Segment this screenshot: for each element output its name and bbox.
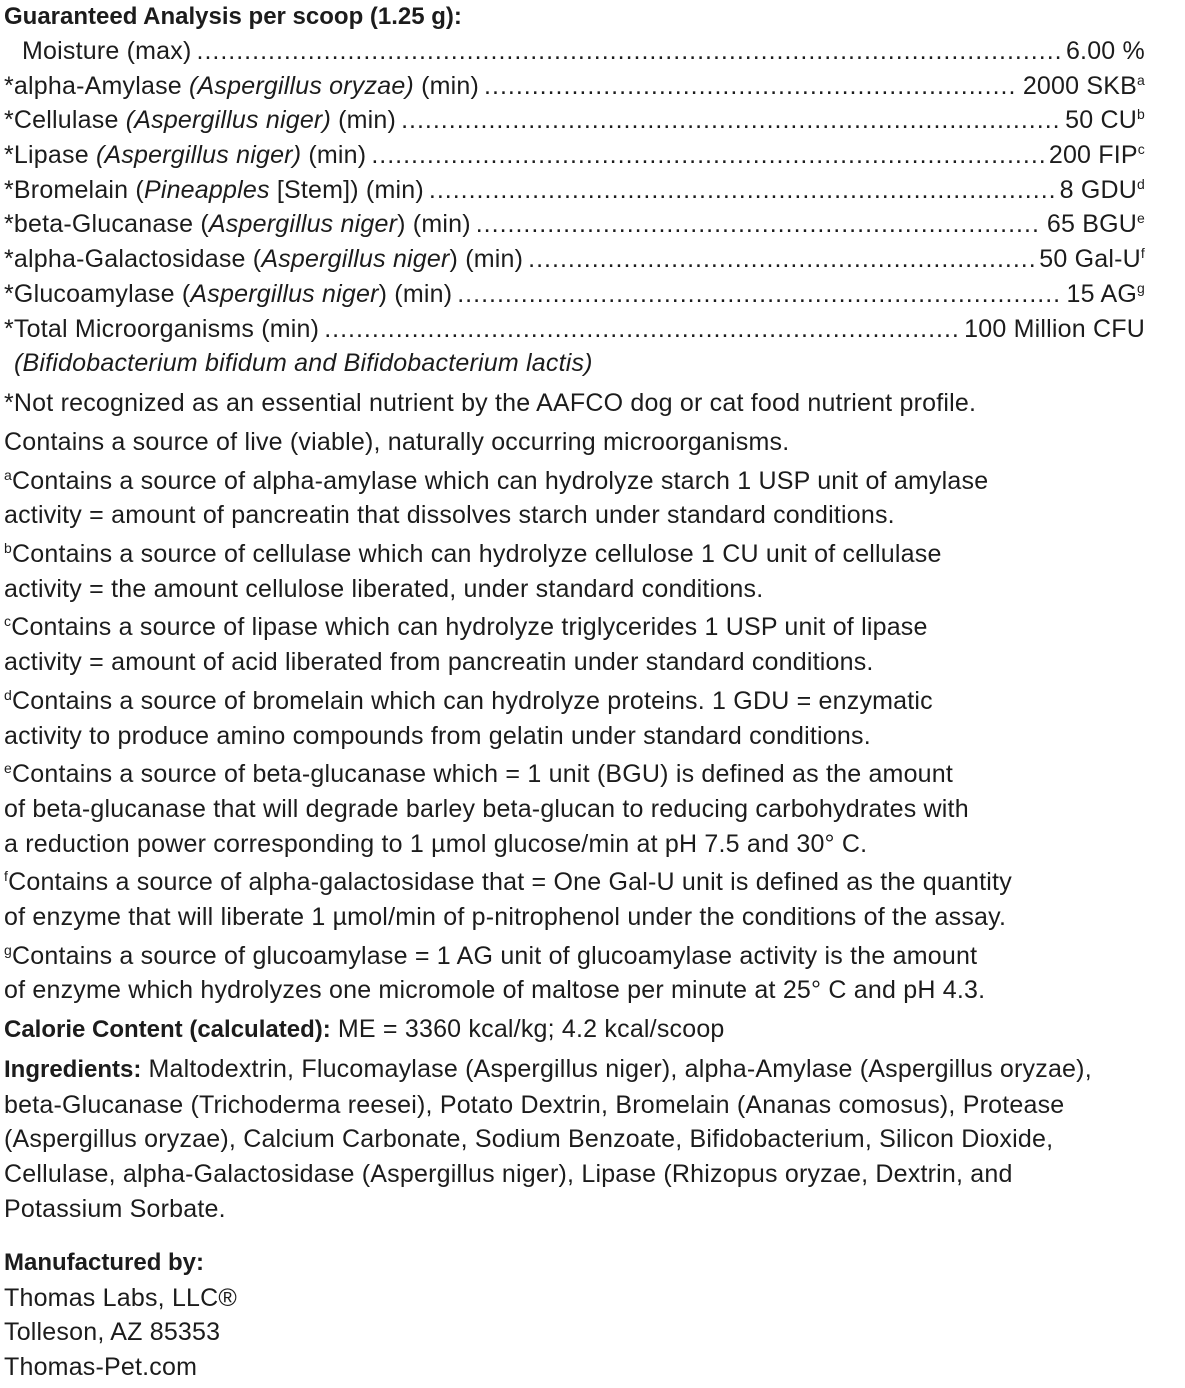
footnote-marker: b [4,540,12,556]
footnote-line [4,827,1185,862]
microorganism-species: (Bifidobacterium bifidum and Bifidobacterium lactis) [14,349,593,378]
analysis-row [4,69,1185,104]
dot-leader [401,103,1060,138]
analysis-value-text: 100 Million CFU [964,314,1145,343]
analysis-label-part: *Glucoamylase ( [4,279,191,308]
analysis-table [4,34,1185,346]
footnote [4,865,1185,934]
footnote-marker: a [1137,71,1145,88]
manufacturer-website: Thomas-Pet.com [4,1352,198,1381]
analysis-row [4,277,1185,312]
footnote-text: of beta-glucanase that will degrade barley beta-glucan to reducing carbohydrates with [4,794,969,823]
calorie-label: Calorie Content (calculated): [4,1016,331,1044]
analysis-row-value [1066,34,1145,69]
footnote-text: Contains a source of lipase which can hydrolyze triglycerides 1 USP unit of lipase [11,613,928,642]
ingredients-line: Potassium Sorbate. [4,1194,226,1223]
footnote-marker: c [1137,141,1145,158]
analysis-label-part: (min) [330,106,397,135]
footnote-marker: e [4,760,12,777]
analysis-label-part: *Cellulase [4,106,126,135]
analysis-row-value [1047,207,1145,242]
footnote-line [4,645,1185,680]
analysis-value-text: 6.00 % [1065,37,1145,65]
footnote-line [4,610,1185,645]
analysis-label-part: (Aspergillus oryzae) [189,71,414,100]
footnote [4,684,1185,753]
footnote-text: activity = amount of acid liberated from pancreatin under standard conditions. [4,648,874,677]
dot-leader [429,173,1055,208]
footnote-text: Contains a source of beta-glucanase which = 1 unit (BGU) is defined as the amount [12,760,954,789]
dot-leader [371,138,1044,173]
analysis-label-part: Pineapples [143,175,270,204]
analysis-label-part: *Lipase [4,141,96,170]
manufacturer-heading: Manufactured by: [4,1249,205,1277]
footnote-line [4,900,1185,935]
footnote-line [4,572,1185,607]
footnotes [4,464,1185,1009]
analysis-label-part: ) (min) [449,245,524,274]
footnote-marker: d [1137,175,1145,192]
dot-leader [457,277,1061,312]
analysis-label-part: (Aspergillus niger) [95,141,302,170]
calorie-text: ME = 3360 kcal/kg; 4.2 kcal/scoop [330,1015,725,1044]
footnote-text: activity to produce amino compounds from gelatin under standard conditions. [4,721,871,750]
analysis-row [4,173,1185,208]
dot-leader [324,312,959,347]
analysis-label-part: *alpha-Galactosidase ( [4,245,262,274]
analysis-label-part: *Total Microorganisms (min) [4,314,320,343]
analysis-row-value [1065,103,1145,138]
dot-leader [484,69,1018,104]
footnote-line [4,865,1185,900]
manufacturer-block [4,1246,1185,1384]
footnote-text: of enzyme which hydrolyzes one micromole of maltose per minute at 25° C and pH 4.3. [4,976,986,1005]
analysis-row-label [4,242,523,277]
analysis-row [4,207,1185,242]
footnote-text: activity = the amount cellulose liberated, under standard conditions. [4,574,764,603]
analysis-value-text: 65 BGU [1046,210,1137,239]
ingredients-first: Maltodextrin, Flucomaylase (Aspergillus niger), alpha-Amylase (Aspergillus oryzae), [141,1054,1092,1083]
analysis-value-text: 8 GDU [1059,175,1137,204]
analysis-label-part: [Stem]) (min) [269,175,424,204]
footnote-text: Contains a source of alpha-galactosidase that = One Gal-U unit is defined as the quantity [8,868,1012,897]
analysis-label-part: *Bromelain ( [4,175,144,204]
analysis-row [4,34,1185,69]
analysis-row [4,103,1185,138]
dot-leader [528,242,1034,277]
footnote-text: a reduction power corresponding to 1 µmol glucose/min at pH 7.5 and 30° C. [4,829,868,858]
analysis-row-value [1049,138,1145,173]
dot-leader [197,34,1061,69]
footnote-marker: c [4,613,12,630]
analysis-value-text: 50 Gal-U [1039,245,1141,274]
footnote-line [4,939,1185,974]
analysis-row [4,138,1185,173]
analysis-row [4,312,1185,347]
analysis-row-value [1023,69,1145,104]
footnote-text: Contains a source of cellulase which can hydrolyze cellulose 1 CU unit of cellulase [12,540,942,568]
analysis-value-text: 50 CU [1065,106,1137,135]
analysis-row-label [4,103,396,138]
analysis-row-label [4,277,452,312]
footnote-line [4,973,1185,1008]
analysis-label-part: (min) [301,141,367,170]
analysis-label-part: Aspergillus niger [261,245,450,274]
ingredients-label: Ingredients: [4,1055,142,1083]
analysis-row-value [964,312,1145,347]
footnote [4,757,1185,861]
footnote-text: Contains a source of bromelain which can hydrolyze proteins. 1 GDU = enzymatic [12,686,933,715]
analysis-row-value [1060,173,1145,208]
analysis-label-part: Aspergillus niger [208,210,398,239]
footnote-marker: f [1140,245,1145,262]
analysis-label-part: (Aspergillus niger) [125,106,331,135]
ingredients-line: beta-Glucanase (Trichoderma reesei), Potato Dextrin, Bromelain (Ananas comosus), Protease [4,1090,1065,1119]
footnote-line [4,757,1185,792]
footnote-line [4,464,1185,499]
analysis-value-text: 200 FIP [1048,141,1138,170]
ingredients-line: Cellulase, alpha-Galactosidase (Aspergillus niger), Lipase (Rhizopus oryzae, Dextrin, and [4,1159,1013,1188]
analysis-row [4,242,1185,277]
footnote [4,939,1185,1008]
ingredients [4,1052,1185,1227]
analysis-label-part: *beta-Glucanase ( [4,210,209,239]
analysis-label-part: *alpha-Amylase [4,71,190,100]
manufacturer-address: Tolleson, AZ 85353 [4,1318,221,1347]
analysis-value-text: 2000 SKB [1022,71,1137,100]
footnote-line [4,792,1185,827]
footnote-text: Contains a source of alpha-amylase which can hydrolyze starch 1 USP unit of amylase [12,466,989,495]
footnote-marker: a [4,466,12,483]
analysis-row-label [4,207,471,242]
footnote-line [4,719,1185,754]
ingredients-line: (Aspergillus oryzae), Calcium Carbonate, Sodium Benzoate, Bifidobacterium, Silicon Dioxide, [4,1125,1054,1154]
analysis-label-part: ) (min) [378,279,453,308]
dot-leader [476,207,1042,242]
analysis-label-part: Moisture (max) [22,37,192,65]
footnote-line [4,537,1185,572]
footnote-line [4,684,1185,719]
footnote-marker: d [4,686,12,703]
analysis-label-part: Aspergillus niger [190,279,379,308]
analysis-label-part: (min) [413,71,480,100]
analysis-heading: Guaranteed Analysis per scoop (1.25 g): [4,3,462,30]
analysis-row-label [4,69,479,104]
ingredients-line [4,1052,1185,1088]
footnote-text: of enzyme that will liberate 1 µmol/min of p-nitrophenol under the conditions of the assay. [4,903,1007,932]
footnote [4,537,1185,606]
footnote-marker: f [4,868,9,885]
footnote-marker: b [1137,106,1145,123]
analysis-row-label [22,34,192,69]
analysis-row-label [4,138,366,173]
footnote-marker: g [4,941,12,958]
manufacturer-company: Thomas Labs, LLC® [4,1283,238,1312]
footnote-marker: e [1137,210,1145,227]
not-recognized-note: *Not recognized as an essential nutrient by the AAFCO dog or cat food nutrient profile. [4,389,977,418]
calorie-content [4,1012,1185,1048]
analysis-value-text: 15 AG [1066,279,1137,308]
footnote [4,610,1185,679]
analysis-row-value [1067,277,1146,312]
live-source-note: Contains a source of live (viable), naturally occurring microorganisms. [4,427,790,456]
footnote-text: activity = amount of pancreatin that dissolves starch under standard conditions. [4,501,895,530]
footnote-marker: g [1137,279,1145,296]
analysis-row-label [4,173,424,208]
footnote-line [4,498,1185,533]
footnote [4,464,1185,533]
analysis-label-part: ) (min) [397,210,471,239]
analysis-row-value [1039,242,1145,277]
footnote-text: Contains a source of glucoamylase = 1 AG unit of glucoamylase activity is the amount [12,941,978,970]
analysis-row-label [4,312,319,347]
